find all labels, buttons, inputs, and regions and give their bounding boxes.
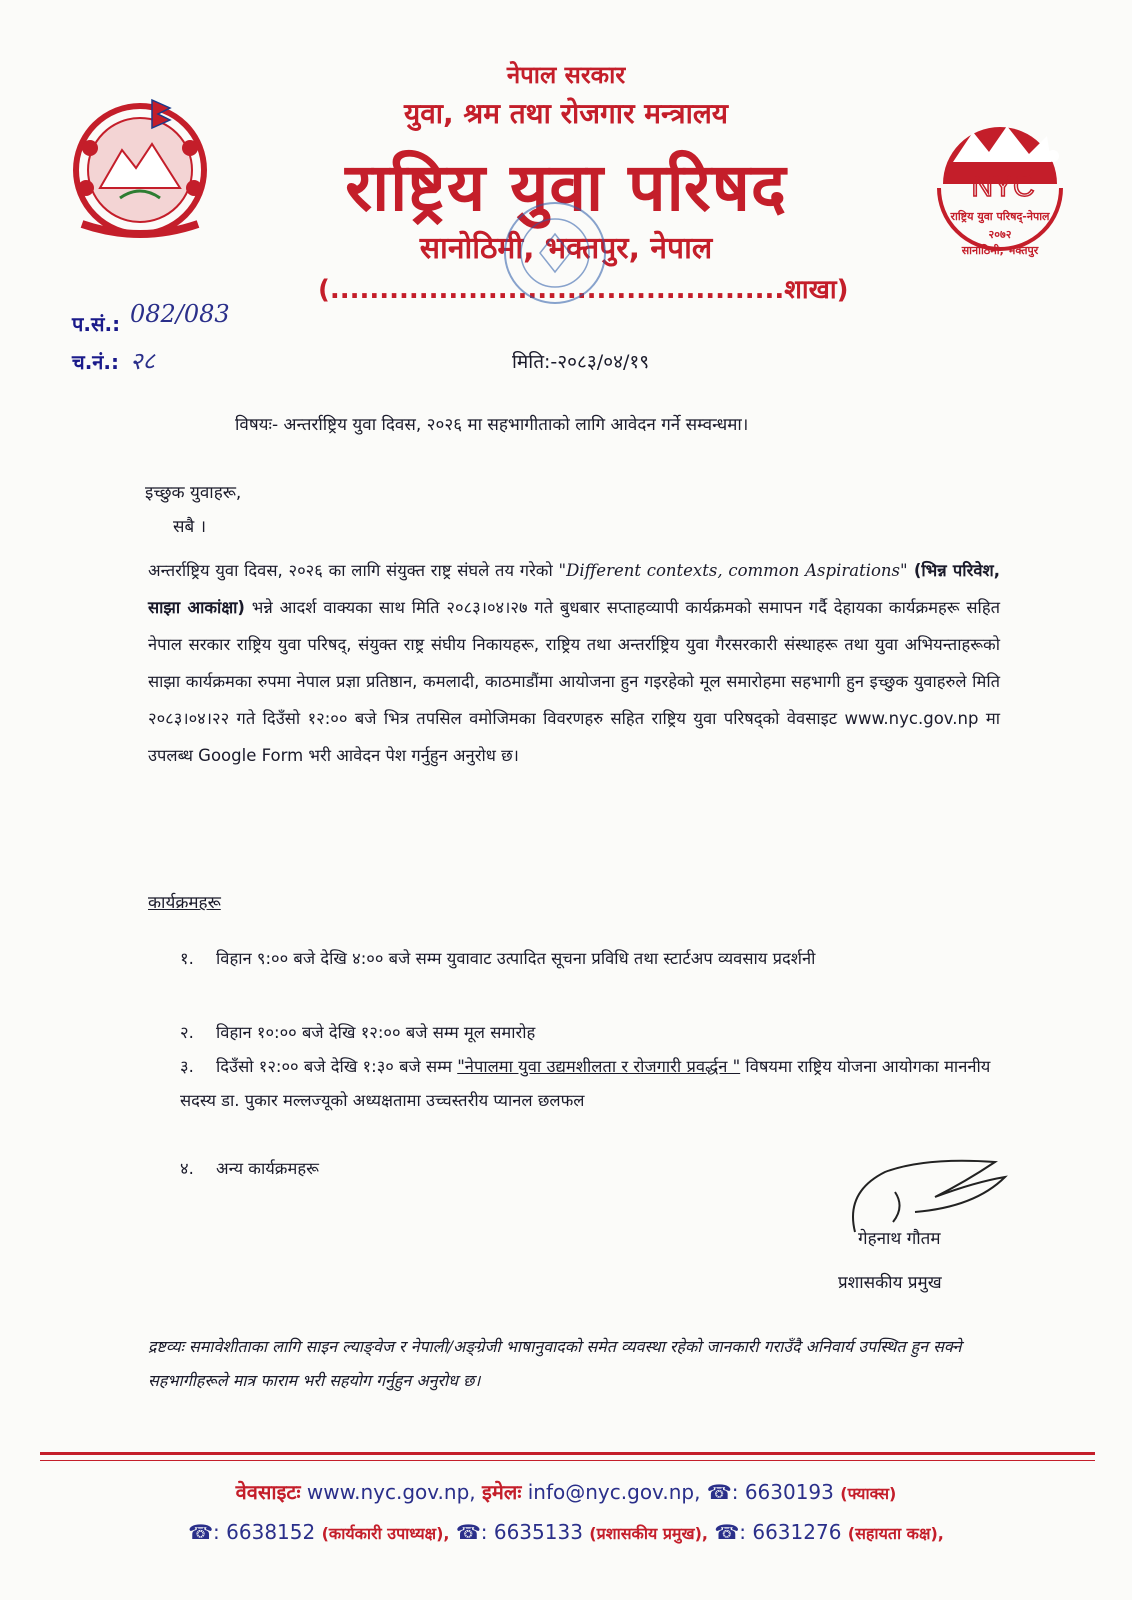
main-paragraph (148, 552, 1000, 774)
footer-contact-line-1 (0, 1478, 1132, 1505)
dispatch-number-value: २८ (130, 347, 155, 375)
footer-divider (40, 1452, 1095, 1455)
program-item-4: ४. अन्य कार्यक्रमहरू (180, 1159, 319, 1178)
phone-icon: ☎: (455, 1520, 488, 1544)
slogan-english: "Different contexts, common Aspirations" (558, 561, 908, 580)
dispatch-number-label: च.नं.: (72, 350, 119, 374)
phone-icon: ☎: (188, 1520, 220, 1544)
nyc-logo-icon (925, 92, 1075, 272)
email-link[interactable]: info@nyc.gov.np, (527, 1480, 701, 1504)
footnote: द्रष्टव्यः समावेशीताका लागि साइन ल्याङ्वेज र नेपाली/अङ्ग्रेजी भाषानुवादको समेत व्यवस्था रहेको जानकारी गराउँदै अनिवार्य उपस्थित हुन सक्ने सहभागीहरूले मात्र फाराम भरी सहयोग गर्नुहुन अनुरोध छ। (148, 1337, 962, 1390)
paragraph-intro: अन्तर्राष्ट्रिय युवा दिवस, २०२६ का लागि संयुक्त राष्ट्र संघले तय गरेको (148, 561, 559, 580)
office-address: सानोठिमी, भक्तपुर, नेपाल (419, 231, 713, 266)
phone-help-desk: 6631276 (752, 1520, 842, 1544)
program-item-2: २. विहान १०:०० बजे देखि १२:०० बजे सम्म मूल समारोह (180, 1023, 536, 1042)
website-link[interactable]: www.nyc.gov.np, (306, 1480, 476, 1504)
paragraph-body: भन्ने आदर्श वाक्यका साथ मिति २०८३।०४।२७ गते बुधबार सप्ताहव्यापी कार्यक्रमको समापन गर्दै देहायका कार्यक्रमहरू सहित नेपाल सरकार राष्ट्रिय युवा परिषद्, संयुक्त राष्ट्र संघीय निकायहरू, राष्ट्रिय तथा अन्तर्राष्ट्रिय युवा गैरसरकारी संस्थाहरू तथा युवा अभियन्ताहरूको साझा कार्यक्रमका रुपमा नेपाल प्रज्ञा प्रतिष्ठान, कमलादी, काठमाडौंमा आयोजना हुन गइरहेको मूल समारोहमा सहभागी हुन इच्छुक युवाहरुले मिति २०८३।०४।२२ गते दिउँसो १२:०० बजे भित्र तपसिल वमोजिमका विवरणहरु सहित राष्ट्रिय युवा परिषद्को वेवसाइट www.nyc.gov.np मा उपलब्ध Google Form भरी आवेदन पेश गर्नुहुन अनुरोध छ। (148, 598, 1000, 765)
council-title: राष्ट्रिय युवा परिषद (345, 149, 787, 226)
email-label: इमेलः (482, 1480, 522, 1504)
svg-text:सानोठिमी, भक्तपुर: सानोठिमी, भक्तपुर (961, 244, 1039, 257)
signer-title: प्रशासकीय प्रमुख (838, 1273, 942, 1293)
slogan-nepali: (भिन्न परिवेश, साझा आकांक्षा) (148, 561, 1000, 617)
svg-text:२०७२: २०७२ (988, 228, 1012, 241)
salutation-all: सबै । (173, 517, 207, 537)
reference-number-label: प.सं.: (72, 312, 121, 336)
office-stamp-icon (500, 198, 610, 308)
government-heading: नेपाल सरकार (506, 61, 626, 89)
panel-topic: "नेपालमा युवा उद्यमशीलता र रोजगारी प्रवर्द्धन " (457, 1057, 741, 1076)
branch-line: (..............................................शाखा) (318, 275, 849, 305)
program-item-3: ३. दिउँसो १२:०० बजे देखि १:३० बजे सम्म "नेपालमा युवा उद्यमशीलता र रोजगारी प्रवर्द्धन " विषयमा राष्ट्रिय योजना आयोगका माननीय सदस्य डा. पुकार मल्लज्यूको अध्यक्षतामा उच्चस्तरीय प्यानल छलफल (180, 1057, 991, 1110)
footer-contact-line-2: ☎: 6638152 (कार्यकारी उपाध्यक्ष), ☎: 6635133 (प्रशासकीय प्रमुख), ☎: 6631276 (सहायता कक्ष), (188, 1520, 944, 1544)
reference-number-value: 082/083 (130, 300, 230, 328)
phone-vice-chair: 6638152 (226, 1520, 316, 1544)
salutation: इच्छुक युवाहरू, (145, 483, 242, 503)
phone-icon: ☎: (714, 1520, 746, 1544)
footer-divider-thin (40, 1460, 1095, 1461)
program-item-1: १. विहान ९:०० बजे देखि ४:०० बजे सम्म युवावाट उत्पादित सूचना प्रविधि तथा स्टार्टअप व्यवसाय प्रदर्शनी (180, 949, 816, 968)
phone-icon: ☎: (706, 1480, 739, 1504)
letter-date: मिति:-२०८३/०४/१९ (512, 351, 650, 373)
programs-heading: कार्यक्रमहरू (148, 893, 221, 913)
ministry-heading: युवा, श्रम तथा रोजगार मन्त्रालय (403, 97, 729, 130)
website-label: वेवसाइटः (235, 1480, 301, 1504)
signer-name: गेहनाथ गौतम (858, 1229, 941, 1249)
phone-admin-chief: 6635133 (493, 1520, 583, 1544)
fax-number: 6630193 (744, 1480, 834, 1504)
svg-text:NYC: NYC (971, 170, 1035, 203)
fax-label: (फ्याक्स) (840, 1484, 897, 1503)
svg-text:राष्ट्रिय युवा परिषद्-नेपाल: राष्ट्रिय युवा परिषद्-नेपाल (950, 210, 1050, 223)
letter-subject: विषयः- अन्तर्राष्ट्रिय युवा दिवस, २०२६ मा सहभागीताको लागि आवेदन गर्ने सम्वन्धमा। (235, 415, 749, 435)
handwritten-signature-icon (825, 1152, 1015, 1237)
